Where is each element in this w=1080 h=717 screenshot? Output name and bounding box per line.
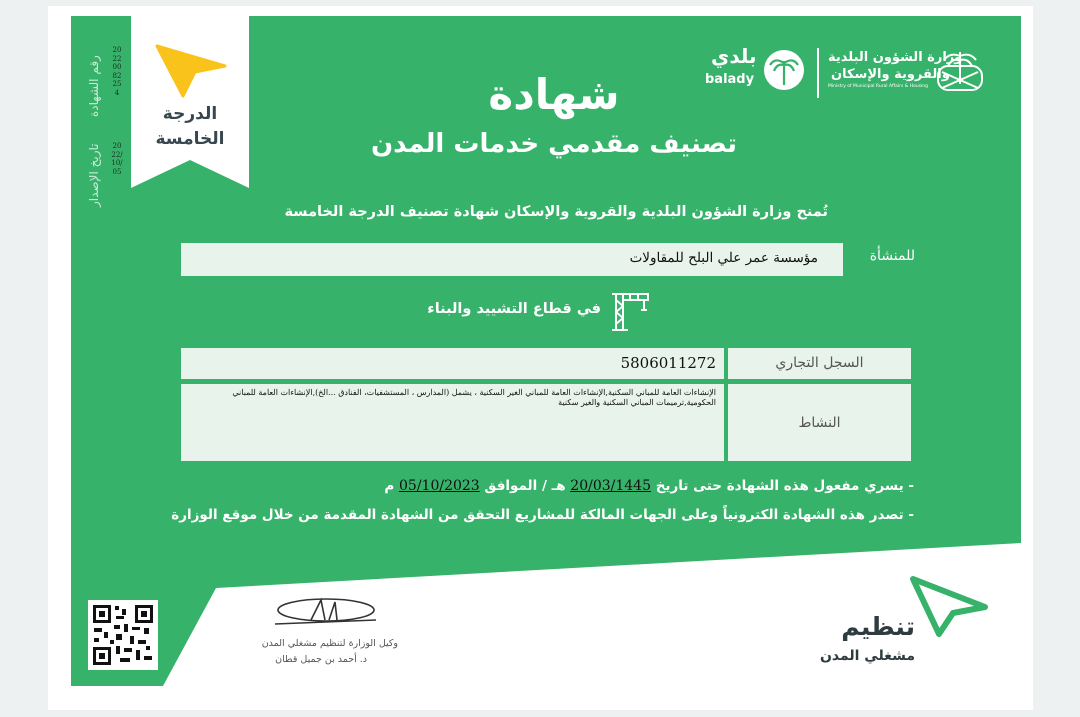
- tanzeem-arrow-icon: [907, 574, 991, 638]
- signature-title: وكيل الوزارة لتنظيم مشغلي المدن: [261, 638, 398, 649]
- tanzeem-line2: مشغلي المدن: [819, 648, 915, 664]
- grant-text: تُمنح وزارة الشؤون البلدية والقروية والإسكان شهادة تصنيف الدرجة الخامسة: [284, 204, 828, 220]
- validity-hijri-date: 20/03/1445: [570, 478, 651, 494]
- qr-code: [88, 600, 158, 670]
- crane-icon: [608, 288, 650, 334]
- verification-note: - تصدر هذه الشهادة الكترونياً وعلى الجهات المالكة للمشاريع التحقق من الشهادة المقدمة من خلال موقع الوزارة: [171, 507, 914, 523]
- validity-gregorian-date: 05/10/2023: [399, 478, 480, 494]
- signature-mark: [271, 594, 381, 634]
- cert-number-value: 20220082254: [112, 46, 122, 97]
- validity-gregorian-suffix: م: [384, 478, 395, 494]
- validity-hijri-suffix: هـ /: [541, 478, 566, 494]
- balady-en: balady: [705, 72, 755, 87]
- side-labels: [85, 42, 105, 212]
- validity-corresponding: الموافق: [484, 478, 538, 494]
- ministry-name-en: Ministry of Municipal Rural Affairs & Housing: [828, 84, 929, 89]
- register-value: 5806011272: [620, 354, 716, 372]
- cert-number-label: رقم الشهادة: [87, 55, 101, 117]
- certificate-sheet: [71, 16, 1021, 686]
- header-divider: [817, 48, 819, 98]
- balady-ar: بلدي: [711, 44, 757, 68]
- register-label: السجل التجاري: [775, 355, 864, 371]
- balady-palm-icon: [763, 49, 805, 91]
- issue-date-value: 2022/10/05: [111, 142, 123, 176]
- grade-line1: الدرجة: [162, 104, 218, 124]
- signature-name: د. أحمد بن جميل قطان: [275, 654, 367, 665]
- ministry-name-line2: والقروية والإسكان: [831, 67, 950, 82]
- grade-arrow-icon: [155, 42, 227, 98]
- certificate-title: شهادة: [488, 70, 620, 119]
- establishment-value: مؤسسة عمر علي البلح للمقاولات: [629, 250, 818, 266]
- tanzeem-line1: تنظيم: [841, 612, 915, 641]
- sector-text: في قطاع التشييد والبناء: [427, 301, 601, 317]
- activity-label: النشاط: [798, 415, 841, 431]
- validity-prefix: - يسري مفعول هذه الشهادة حتى تاريخ: [655, 478, 914, 494]
- activity-value: الإنشاءات العامة للمباني السكنية,الإنشاءات العامة للمباني الغير السكنية ، يشمل (المدارس ، المستشفيات، الفنادق ...الخ),الإنشاءات العامة للمباني الحكومية,ترميمات المباني السكنية والغير سكنية: [232, 388, 716, 407]
- ministry-name-line1: وزارة الشؤون البلدية: [828, 50, 963, 65]
- issue-date-label: تاريخ الإصدار: [87, 143, 101, 207]
- validity-line: [366, 478, 914, 500]
- certificate-subtitle: تصنيف مقدمي خدمات المدن: [370, 129, 738, 159]
- establishment-label: للمنشأة: [869, 248, 915, 264]
- grade-line2: الخامسة: [155, 129, 225, 149]
